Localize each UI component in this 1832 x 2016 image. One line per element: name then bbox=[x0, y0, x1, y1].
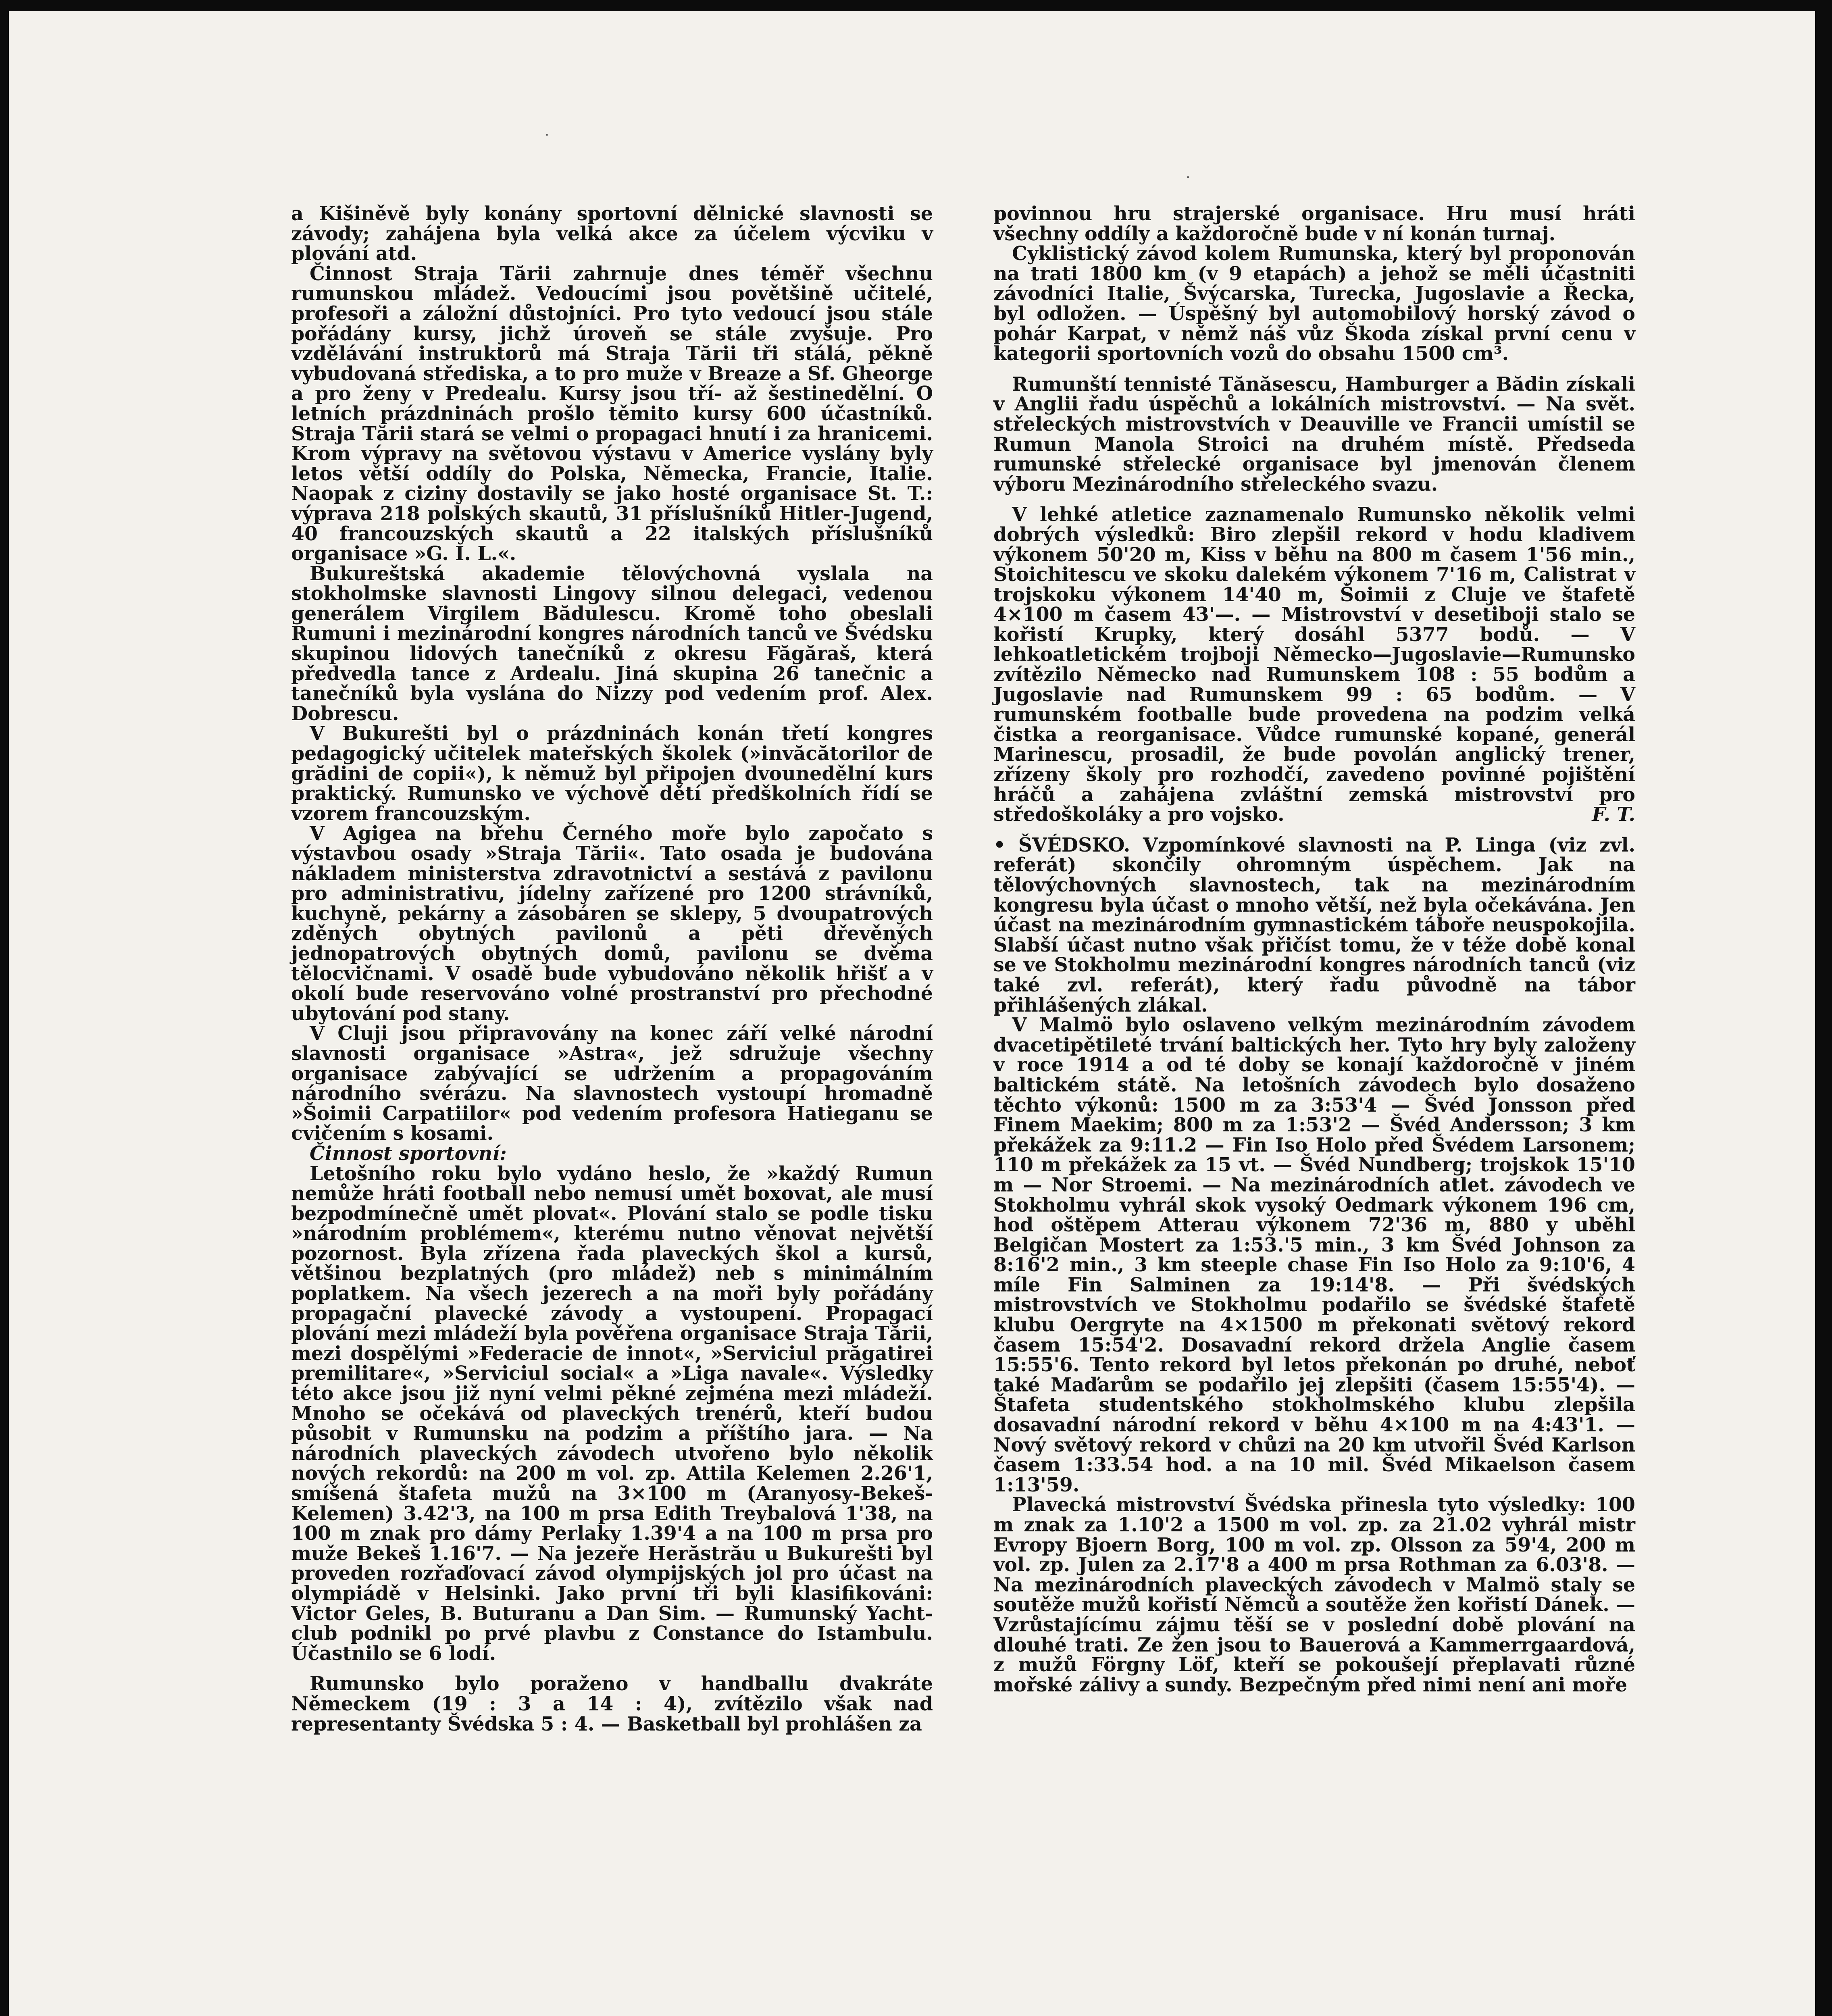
scan-speck: . bbox=[1186, 167, 1190, 181]
paragraph: Bukureštská akademie tělovýchovná vyslala na stokholmske slavnosti Lingovy silnou delegaci, vedenou generálem Virgilem Bădulescu. Kromě toho obeslali Rumuni i mezinárodní kongres národních tanců ve Švédsku skupinou lidových tanečníků z okresu Făgăraš, která předvedla tance z Ardealu. Jiná skupina 26 tanečnic a tanečníků byla vyslána do Nizzy pod vedením prof. Alex. Dobrescu. bbox=[291, 562, 933, 725]
left-text-column bbox=[291, 204, 933, 1734]
paragraph: Činnost sportovní: bbox=[310, 1142, 507, 1165]
paragraph: Letošního roku bylo vydáno heslo, že »každý Rumun nemůže hráti football nebo nemusí umět boxovat, ale musí bezpodmínečně umět plovat«. Plování stalo se podle tisku »národním problémem«, kterému nutno věnovat největší pozornost. Byla zřízena řada plaveckých škol a kursů, většinou bezplatných (pro mládež) neb s minimálním poplatkem. Na všech jezerech a na moři byly pořádány propagační plavecké závody a vystoupení. Propagací plování mezi mládeží byla pověřena organisace Straja Tării, mezi dospělými »Federacie de innot«, »Serviciul prăgatirei premilitare«, »Serviciul social« a »Liga navale«. Výsledky této akce jsou již nyní velmi pěkné zejména mezi mládeží. Mnoho se očekává od plaveckých trenérů, kteří budou působit v Rumunsku na podzim a příštího jara. — Na národních plaveckých závodech utvořeno bylo několik nových rekordů: na 200 m vol. zp. Attila Kelemen 2.26'1, smíšená štafeta mužů na 3×100 m (Aranyosy-Bekeš-Kelemen) 3.42'3, na 100 m prsa Edith Treybalová 1'38, na 100 m znak pro dámy Perlaky 1.39'4 a na 100 m prsa pro muže Bekeš 1.16'7. — Na jezeře Herăstrău u Bukurešti byl proveden rozřaďovací závod olympijských jol pro účast na olympiádě v Helsinki. Jako první tři byli klasifikováni: Victor Geles, B. Buturanu a Dan Sim. — Rumunský Yacht-club podnikl po prvé plavbu z Constance do Istambulu. Účastnilo se 6 lodí. bbox=[291, 1162, 933, 1665]
paragraph: a Kišiněvě byly konány sportovní dělnické slavnosti se závody; zahájena byla velká akce za účelem výcviku v plování atd. bbox=[291, 202, 933, 265]
paragraph: povinnou hru strajerské organisace. Hru musí hráti všechny oddíly a každoročně bude v ní konán turnaj. bbox=[993, 202, 1635, 245]
scan-speck: · bbox=[545, 128, 549, 142]
paragraph: Cyklistický závod kolem Rumunska, který byl proponován na trati 1800 km (v 9 etapách) a jehož se měli účastniti závodníci Italie, Švýcarska, Turecka, Jugoslavie a Řecka, byl odložen. — Úspěšný byl automobilový horský závod o pohár Karpat, v němž náš vůz Škoda získal první cenu v kategorii sportovních vozů do obsahu 1500 cm³. bbox=[993, 242, 1635, 365]
paragraph: • ŠVÉDSKO. Vzpomínkové slavnosti na P. Linga (viz zvl. referát) skončily ohromným úspěchem. Jak na tělovýchovných slavnostech, tak na mezinárodním kongresu byla účast o mnoho větší, než byla očekávána. Jen účast na mezinárodním gymnastickém táboře neuspokojila. Slabší účast nutno však přičíst tomu, že v téže době konal se ve Stokholmu mezinárodní kongres národních tanců (viz také zvl. referát), který řadu původně na tábor přihlášených zlákal. bbox=[993, 833, 1635, 1016]
right-text-column bbox=[993, 204, 1635, 1695]
paragraph: V Cluji jsou připravovány na konec září velké národní slavnosti organisace »Astra«, jež sdružuje všechny organisace zabývající se udržením a propagováním národního svérázu. Na slavnostech vystoupí hromadně »Šoimii Carpatiilor« pod vedením profesora Hatieganu se cvičením s kosami. bbox=[291, 1022, 933, 1145]
paragraph: V lehké atletice zaznamenalo Rumunsko několik velmi dobrých výsledků: Biro zlepšil rekord v hodu kladivem výkonem 50'20 m, Kiss v běhu na 800 m časem 1'56 min., Stoichitescu ve skoku dalekém výkonem 7'16 m, Calistrat v trojskoku výkonem 14'40 m, Šoimii z Cluje ve štafetě 4×100 m časem 43'—. — Mistrovství v desetiboji stalo se kořistí Krupky, který dosáhl 5377 bodů. — V lehkoatletickém trojboji Německo—Jugoslavie—Rumunsko zvítězilo Německo nad Rumunskem 108 : 55 bodům a Jugoslavie nad Rumunskem 99 : 65 bodům. — V rumunském footballe bude provedena na podzim velká čistka a reorganisace. Vůdce rumunské kopané, generál Marinescu, prosadil, že bude povolán anglický trener, zřízeny školy pro rozhodčí, zavedeno povinné pojištění hráčů a zahájena zvláštní zemská mistrovství pro středoškoláky a pro vojsko. F. T. bbox=[993, 503, 1635, 826]
paragraph: Rumunští tennisté Tănăsescu, Hamburger a Bădin získali v Anglii řadu úspěchů a lokálních mistrovství. — Na svět. střeleckých mistrovstvích v Deauville ve Francii umístil se Rumun Manola Stroici na druhém místě. Předseda rumunské střelecké organisace byl jmenován členem výboru Mezinárodního střeleckého svazu. bbox=[993, 373, 1635, 496]
paragraph: V Bukurešti byl o prázdninách konán třetí kongres pedagogický učitelek mateřských školek (»invăcătorilor de grădini de copii«), k němuž byl připojen dvounedělní kurs praktický. Rumunsko ve výchově dětí předškolních řídí se vzorem francouzským. bbox=[291, 722, 933, 825]
paragraph: V Agigea na břehu Černého moře bylo započato s výstavbou osady »Straja Tării«. Tato osada je budována nákladem ministerstva zdravotnictví a sestává z pavilonu pro administrativu, jídelny zařízené pro 1200 strávníků, kuchyně, pekárny a zásobáren se sklepy, 5 dvoupatrových zděných obytných pavilonů a pěti dřevěných jednopatrových obytných domů, pavilonu se dvěma tělocvičnami. V osadě bude vybudováno několik hřišť a v okolí bude reservováno volné prostranství pro přechodné ubytování pod stany. bbox=[291, 822, 933, 1025]
paragraph: V Malmö bylo oslaveno velkým mezinárodním závodem dvacetipětileté trvání baltických her. Tyto hry byly založeny v roce 1914 a od té doby se konají každoročně v jiném baltickém státě. Na letošních závodech bylo dosaženo těchto výkonů: 1500 m za 3:53'4 — Švéd Jonsson před Finem Maekim; 800 m za 1:53'2 — Švéd Andersson; 3 km překážek za 9:11.2 — Fin Iso Holo před Švédem Larsonem; 110 m překážek za 15 vt. — Švéd Nundberg; trojskok 15'10 m — Nor Stroemi. — Na mezinárodních atlet. závodech ve Stokholmu vyhrál skok vysoký Oedmark výkonem 196 cm, hod oštěpem Atterau výkonem 72'36 m, 880 y uběhl Belgičan Mostert za 1:53.'5 min., 3 km Švéd Johnson za 8:16'2 min., 3 km steeple chase Fin Iso Holo za 9:10'6, 4 míle Fin Salminen za 19:14'8. — Při švédských mistrovstvích ve Stokholmu podařilo se švédské štafetě klubu Oergryte na 4×1500 m překonati světový rekord časem 15:54'2. Dosavadní rekord držela Anglie časem 15:55'6. Tento rekord byl letos překonán po druhé, neboť také Maďarům se podařilo jej zlepšiti (časem 15:55'4). — Štafeta studentského stokholmského klubu zlepšila dosavadní národní rekord v běhu 4×100 m na 4:43'1. — Nový světový rekord v chůzi na 20 km utvořil Švéd Karlson časem 1:33.54 hod. a na 10 mil. Švéd Mikaelson časem 1:13'59. bbox=[993, 1014, 1635, 1496]
paragraph: Plavecká mistrovství Švédska přinesla tyto výsledky: 100 m znak za 1.10'2 a 1500 m vol. zp. za 21.02 vyhrál mistr Evropy Bjoern Borg, 100 m vol. zp. Olsson za 59'4, 200 m vol. zp. Julen za 2.17'8 a 400 m prsa Rothman za 6.03'8. — Na mezinárodních plaveckých závodech v Malmö staly se soutěže mužů kořistí Němců a soutěže žen kořistí Dánek. — Vzrůstajícímu zájmu těší se v poslední době plování na dlouhé trati. Ze žen jsou to Bauerová a Kammerrgaardová, z mužů Förgny Löf, kteří se pokoušejí přeplavati různé mořské zálivy a sundy. Bezpečným před nimi není ani moře bbox=[993, 1493, 1635, 1696]
paragraph: Činnost Straja Tării zahrnuje dnes téměř všechnu rumunskou mládež. Vedoucími jsou povětšině učitelé, profesoři a záložní důstojníci. Pro tyto vedoucí jsou stále pořádány kursy, jichž úroveň se stále zvyšuje. Pro vzdělávání instruktorů má Straja Tării tři stálá, pěkně vybudovaná střediska, a to pro muže v Breaze a Sf. Gheorge a pro ženy v Predealu. Kursy jsou tří- až šestinedělní. O letních prázdninách prošlo těmito kursy 600 účastníků. Straja Tării stará se velmi o propagaci hnutí i za hranicemi. Krom výpravy na světovou výstavu v Americe vyslány byly letos větší oddíly do Polska, Německa, Francie, Italie. Naopak z ciziny dostavily se jako hosté organisace St. T.: výprava 218 polských skautů, 31 příslušníků Hitler-Jugend, 40 francouzských skautů a 22 italských příslušníků organisace »G. I. L.«. bbox=[291, 262, 933, 565]
document-page bbox=[9, 11, 1815, 2016]
paragraph: Rumunsko bylo poraženo v handballu dvakráte Německem (19 : 3 a 14 : 4), zvítězilo však nad representanty Švédska 5 : 4. — Basketball byl prohlášen za bbox=[291, 1672, 933, 1735]
author-signature: F. T. bbox=[1592, 803, 1635, 826]
